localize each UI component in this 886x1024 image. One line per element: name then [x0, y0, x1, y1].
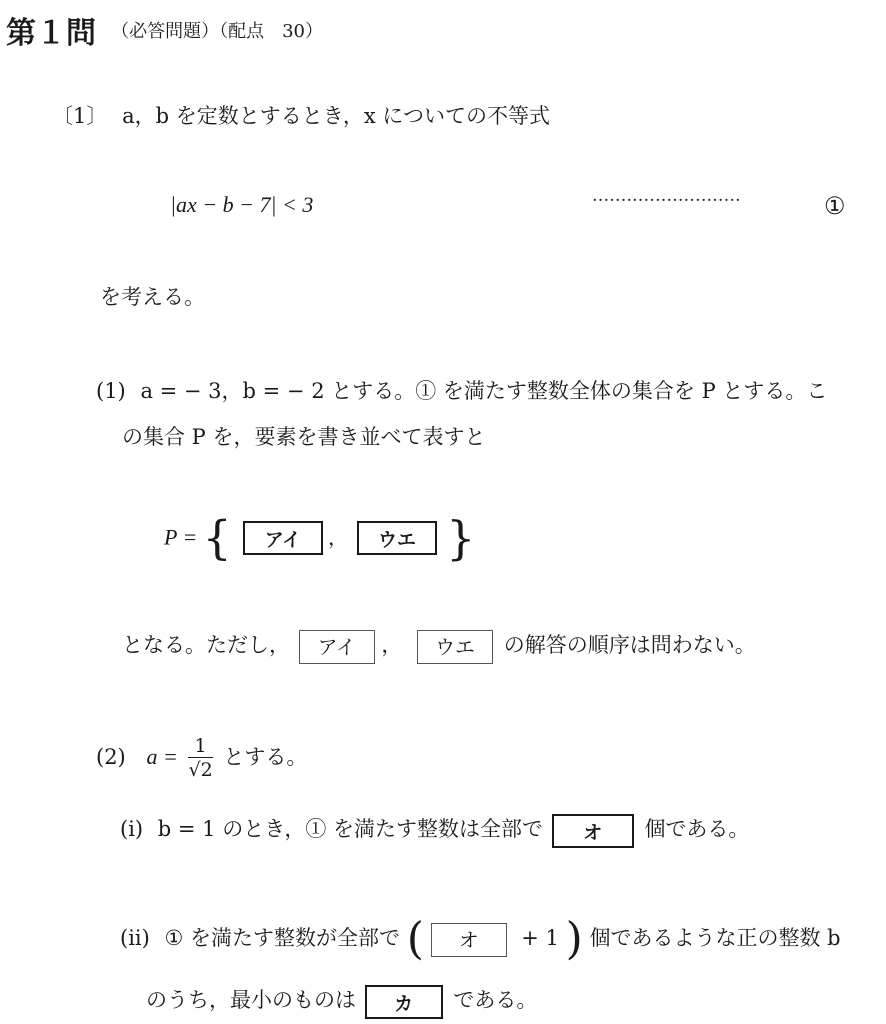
- q2-i-text-after: 個である。: [644, 817, 750, 841]
- inequality: |ax − b − 7| < 3: [170, 192, 314, 217]
- q1-note-suffix: の解答の順序は問わない。: [503, 633, 756, 657]
- fraction: [188, 735, 212, 782]
- q2-a-prefix: a =: [146, 744, 178, 769]
- q2-line: [96, 730, 307, 784]
- answer-box-ka[interactable]: カ: [365, 985, 443, 1019]
- q1-note-prefix: となる。ただし，: [122, 633, 290, 657]
- q1-line2: の集合 P を，要素を書き並べて表すと: [122, 425, 486, 449]
- part1-label: 〔1〕: [52, 104, 108, 128]
- answer-box-ue[interactable]: ウエ: [357, 521, 437, 555]
- q2-label: (2): [96, 745, 126, 769]
- set-comma: ，: [327, 525, 348, 550]
- equation-number: ①: [824, 192, 846, 220]
- part1-intro: [52, 102, 550, 130]
- left-paren: (: [406, 913, 424, 965]
- q2-i-text-before: b = 1 のとき，① を満たす整数は全部で: [157, 817, 544, 841]
- answer-box-ai[interactable]: アイ: [243, 521, 323, 555]
- q2-ii-line2-after: である。: [453, 988, 538, 1012]
- q2-i-line: [120, 809, 749, 849]
- q2-ii-line1: [120, 913, 841, 965]
- q2-ii-text-after: 個であるような正の整数 b: [589, 926, 841, 950]
- left-brace: {: [202, 510, 232, 565]
- q1-line1-text: a = − 3，b = − 2 とする。① を満たす整数全体の集合を P とする。こ: [140, 379, 828, 403]
- part1-intro-text: a，b を定数とするとき，x についての不等式: [122, 104, 550, 128]
- ref-box-ue: ウエ: [417, 630, 493, 664]
- right-paren: ): [565, 913, 583, 965]
- problem-subtitle: （必答問題）（配点 30）: [111, 21, 323, 42]
- q2-ii-line2-before: のうち，最小のものは: [146, 988, 356, 1012]
- problem-number: 第１問: [6, 16, 96, 51]
- q2-a-suffix: とする。: [223, 745, 308, 769]
- right-brace: }: [446, 510, 476, 565]
- set-prefix: P =: [164, 524, 198, 550]
- part1-consider: を考える。: [100, 285, 205, 309]
- q2-ii-label: (ii): [120, 926, 150, 950]
- q1-note: [122, 627, 756, 663]
- note-comma: ，: [381, 633, 403, 657]
- q2-ii-text-before: ① を満たす整数が全部で: [164, 926, 401, 950]
- inequality-leader: ··························: [592, 190, 741, 211]
- answer-box-o[interactable]: オ: [552, 814, 634, 848]
- q2-ii-line2: [146, 980, 537, 1020]
- q1-label: (1): [96, 379, 126, 403]
- ref-box-ai: アイ: [299, 630, 375, 664]
- q1-line1: [96, 377, 827, 405]
- problem-header: [6, 8, 323, 52]
- q2-i-label: (i): [120, 817, 144, 841]
- plus-one: + 1: [521, 926, 559, 950]
- fraction-numerator: 1: [188, 735, 212, 758]
- set-expression: [164, 510, 476, 565]
- ref-box-o: オ: [431, 923, 507, 957]
- fraction-denominator: √2: [188, 759, 213, 781]
